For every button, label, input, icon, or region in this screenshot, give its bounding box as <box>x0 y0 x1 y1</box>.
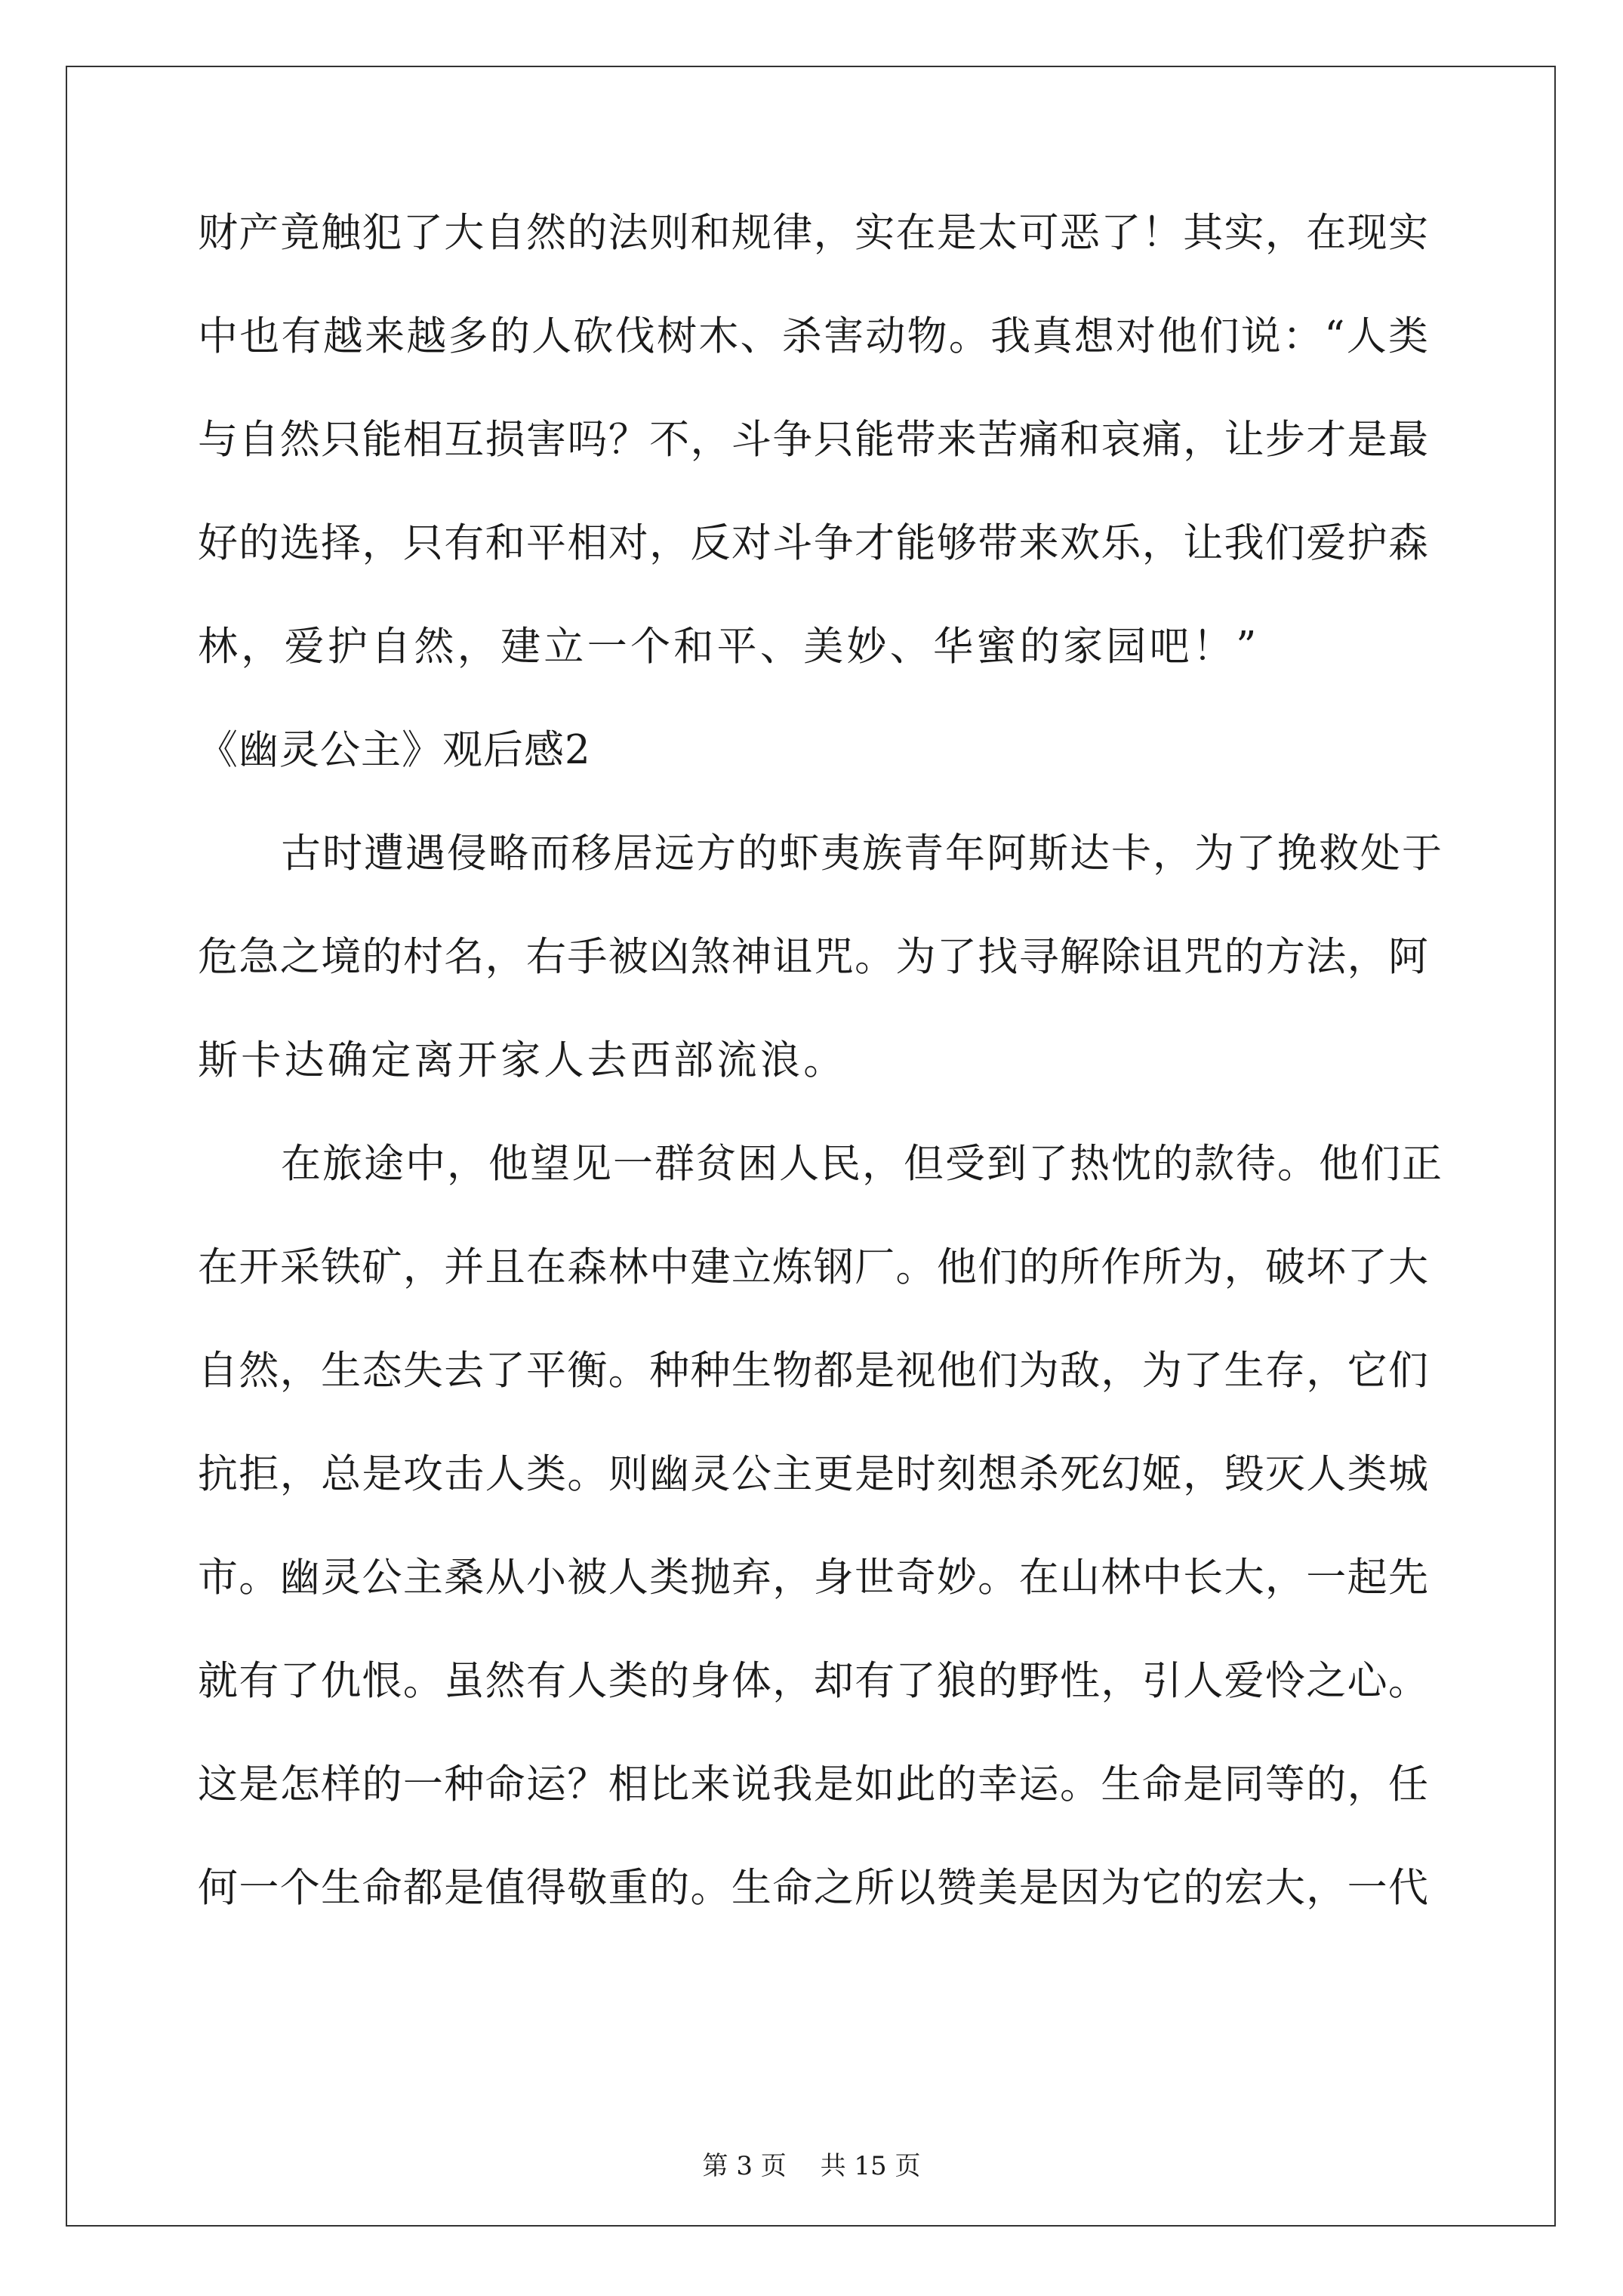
text-line: 自然，生态失去了平衡。种种生物都是视他们为敌，为了生存，它们 <box>198 1348 1428 1394</box>
text-line: 市。幽灵公主桑从小被人类抛弃，身世奇妙。在山林中长大，一起先 <box>198 1555 1428 1601</box>
text-line: 与自然只能相互损害吗？不，斗争只能带来苦痛和哀痛，让步才是最 <box>198 417 1428 463</box>
text-line: 这是怎样的一种命运？相比来说我是如此的幸运。生命是同等的，任 <box>198 1761 1428 1808</box>
text-line: 抗拒，总是攻击人类。则幽灵公主更是时刻想杀死幻姬，毁灭人类城 <box>198 1451 1428 1497</box>
text-line: 斯卡达确定离开家人去西部流浪。 <box>198 1037 847 1083</box>
document-body <box>198 210 1443 1971</box>
text-line: 好的选择，只有和平相对，反对斗争才能够带来欢乐，让我们爱护森 <box>198 520 1428 566</box>
text-line: 何一个生命都是值得敬重的。生命之所以赞美是因为它的宏大，一代 <box>198 1865 1428 1911</box>
text-line: 中也有越来越多的人砍伐树木、杀害动物。我真想对他们说：“人类 <box>198 313 1428 359</box>
page-footer: 第 3 页 共 15 页 <box>702 2151 921 2181</box>
text-line: 就有了仇恨。虽然有人类的身体，却有了狼的野性，引人爱怜之心。 <box>198 1658 1428 1704</box>
text-line: 在旅途中，他望见一群贫困人民，但受到了热忱的款待。他们正 <box>198 1141 1443 1187</box>
section-heading: 《幽灵公主》观后感2 <box>198 727 591 773</box>
text-line: 财产竟触犯了大自然的法则和规律，实在是太可恶了！其实，在现实 <box>198 210 1428 256</box>
text-line: 林，爱护自然，建立一个和平、美妙、华蜜的家园吧！” <box>198 624 1260 670</box>
text-line: 在开采铁矿，并且在森林中建立炼钢厂。他们的所作所为，破坏了大 <box>198 1244 1428 1290</box>
text-line: 古时遭遇侵略而移居远方的虾夷族青年阿斯达卡，为了挽救处于 <box>198 831 1443 877</box>
text-line: 危急之境的村名，右手被凶煞神诅咒。为了找寻解除诅咒的方法，阿 <box>198 934 1428 980</box>
